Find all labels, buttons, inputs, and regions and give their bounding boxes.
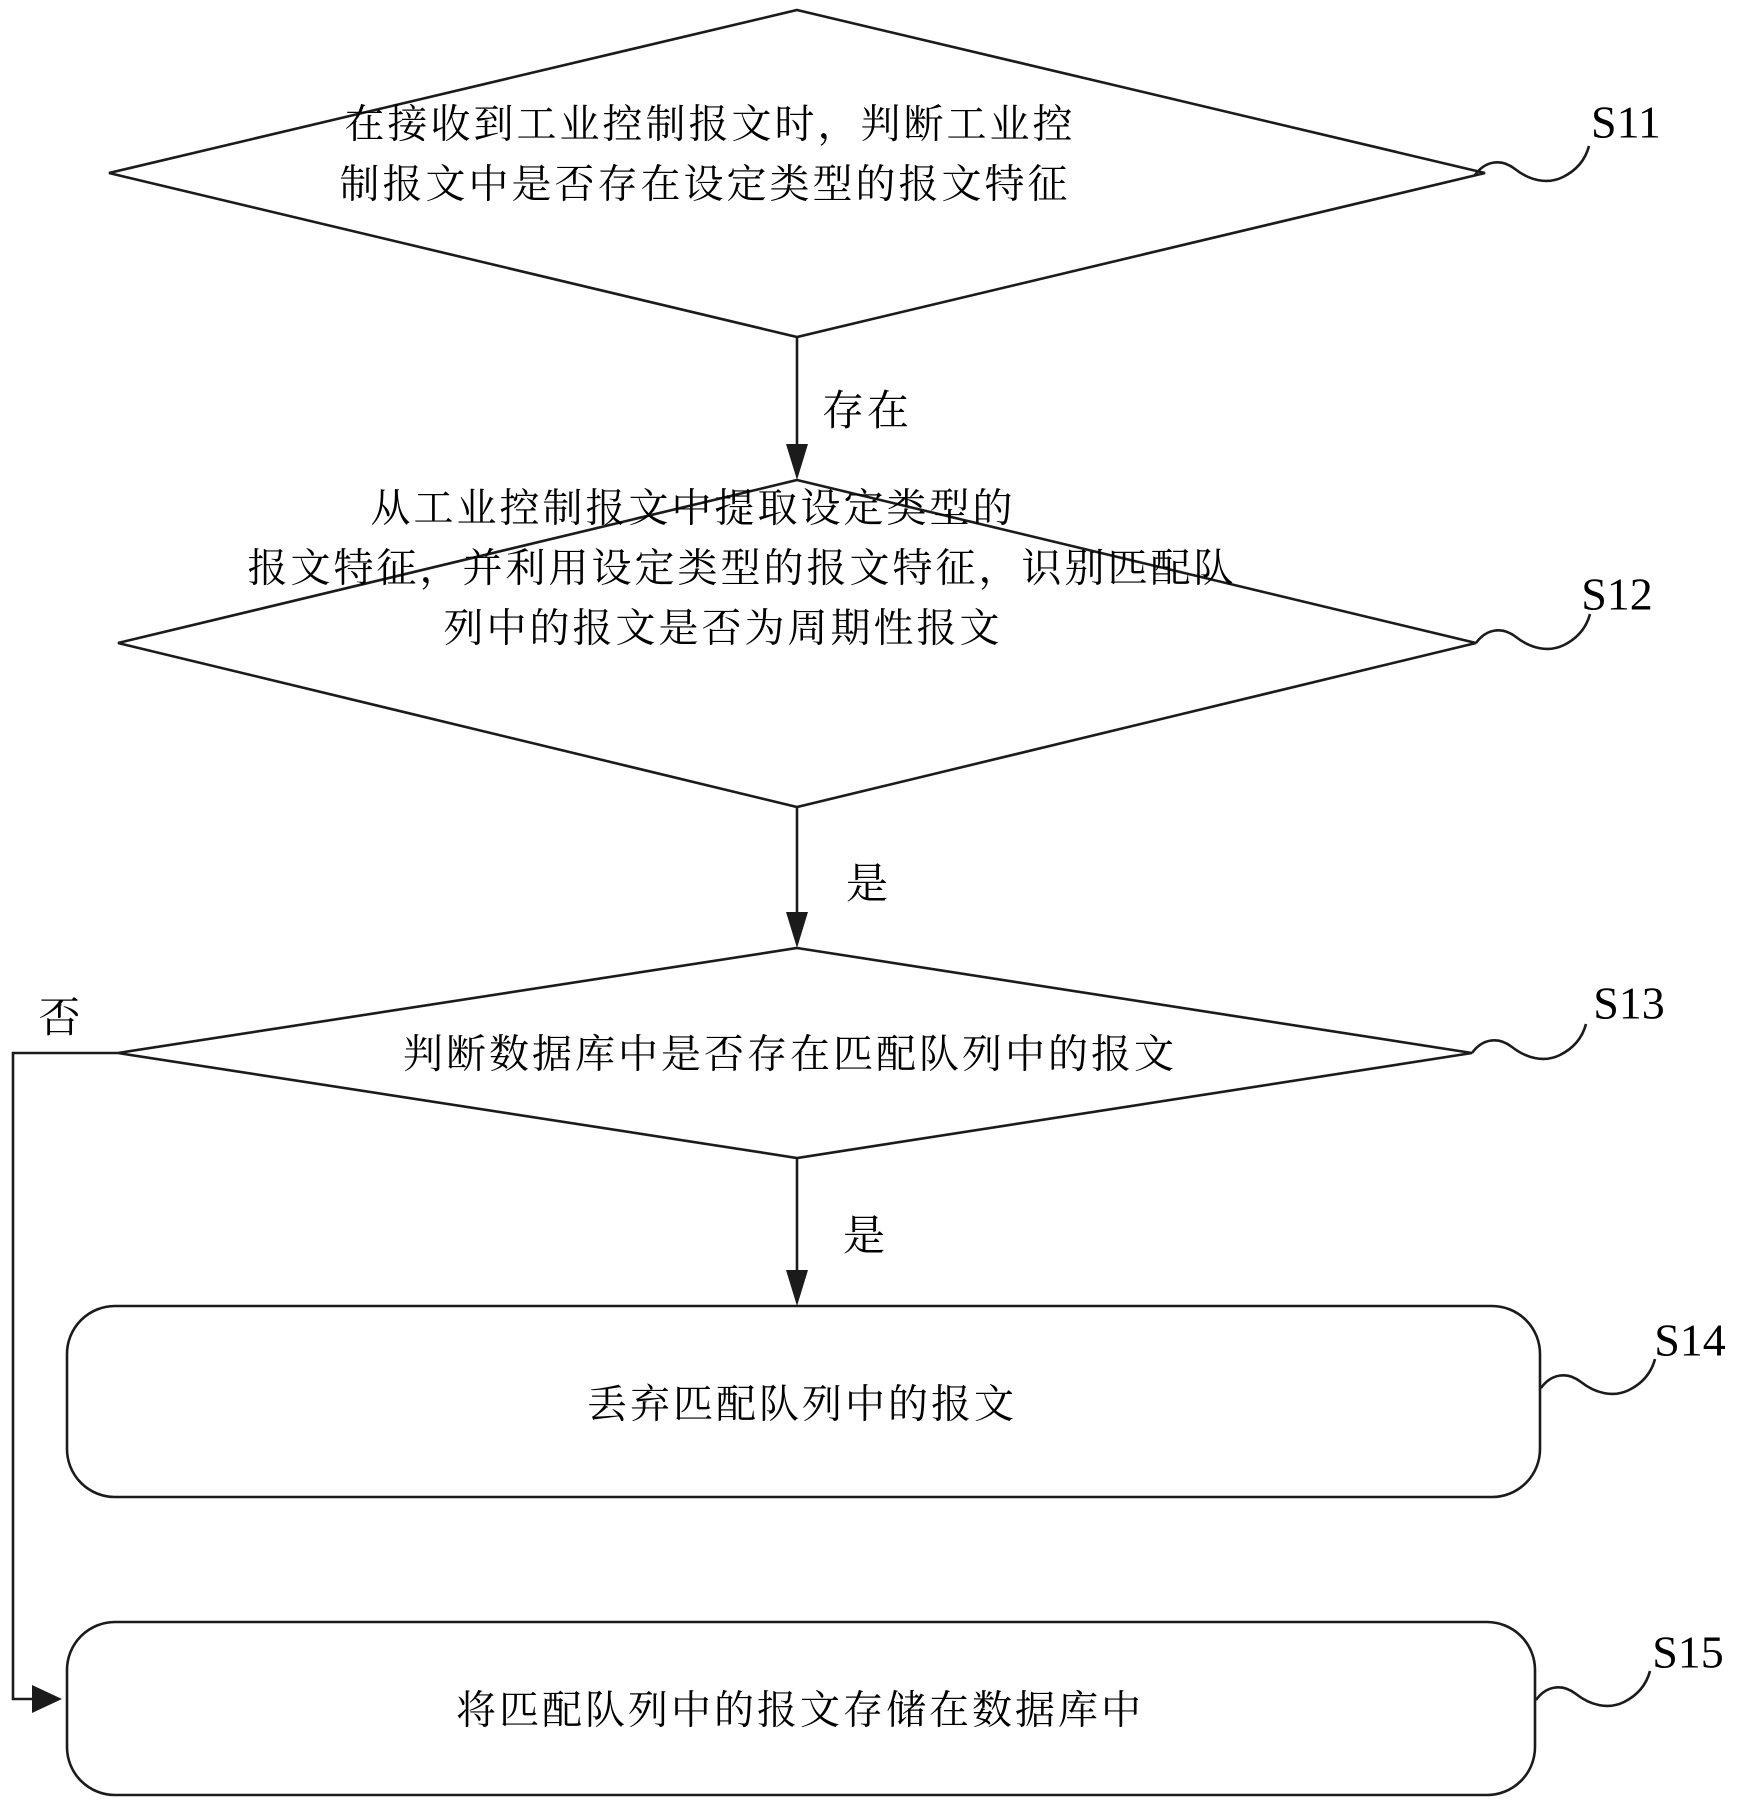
node-s11-text-line-1: 在接收到工业控制报文时，判断工业控 (344, 101, 1076, 147)
no-branch-arrow-head (32, 1685, 62, 1713)
step-label-s12: S12 (1581, 568, 1653, 620)
edge-label-no: 否 (38, 996, 84, 1042)
reference-squiggle-s12 (1476, 614, 1590, 649)
arrow-s11-to-s12-head (786, 444, 808, 480)
node-s12-text-line-2: 报文特征，并利用设定类型的报文特征，识别匹配队 (247, 545, 1237, 591)
step-label-s15: S15 (1652, 1626, 1724, 1678)
reference-squiggle-s13 (1472, 1024, 1586, 1059)
edge-label-exists: 存在 (822, 389, 913, 435)
node-s12-text-line-1: 从工业控制报文中提取设定类型的 (370, 485, 1016, 531)
step-label-s11: S11 (1591, 96, 1661, 148)
node-s12-text-line-3: 列中的报文是否为周期性报文 (443, 605, 1003, 651)
step-label-s14: S14 (1654, 1314, 1726, 1366)
reference-squiggle-s14 (1541, 1359, 1655, 1394)
node-s11-text-line-2: 制报文中是否存在设定类型的报文特征 (339, 161, 1071, 207)
step-label-s13: S13 (1593, 977, 1665, 1029)
node-s13-text-line-1: 判断数据库中是否存在匹配队列中的报文 (403, 1031, 1177, 1077)
node-s14-text-line-1: 丢弃匹配队列中的报文 (587, 1381, 1017, 1427)
node-s15-text-line-1: 将匹配队列中的报文存储在数据库中 (456, 1687, 1144, 1733)
edge-label-yes-2: 是 (843, 1214, 889, 1260)
arrow-s12-to-s13-head (786, 912, 808, 948)
arrow-s13-to-s14-head (786, 1270, 808, 1306)
reference-squiggle-s15 (1536, 1671, 1650, 1706)
edge-label-yes-1: 是 (846, 862, 892, 908)
reference-squiggle-s11 (1475, 146, 1589, 181)
